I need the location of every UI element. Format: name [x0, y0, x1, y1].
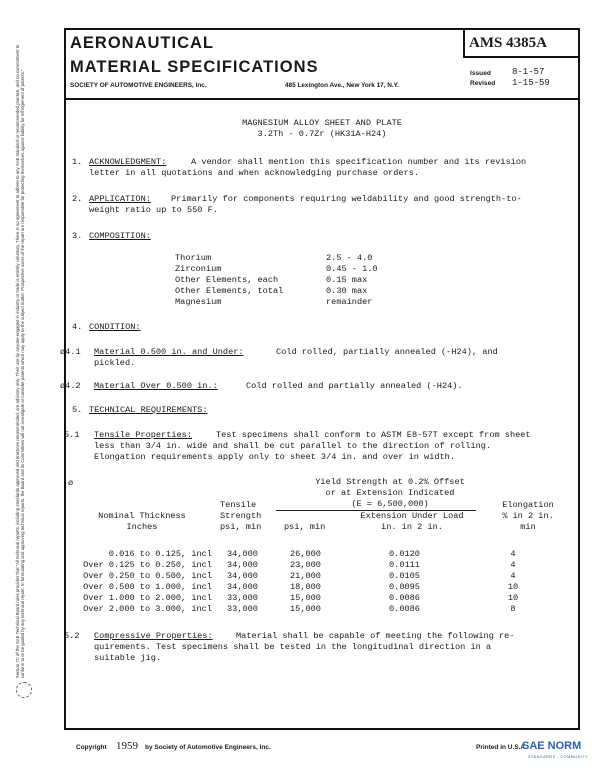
subsection-text: less than 3/4 in. wide and shall be cut parallel to the direction of rolling.: [94, 441, 492, 451]
punch-hole-mark: [16, 682, 32, 698]
table-cell-tensile: 34,000: [227, 571, 258, 581]
table-cell-elongation: 4: [510, 571, 516, 581]
table-header-tensile: Tensile: [220, 500, 257, 510]
table-header-yield-modulus: (E = 6,500,000): [351, 499, 429, 509]
table-header-yield: or at Extension Indicated: [325, 488, 455, 498]
table-header-extension: in. in 2 in.: [381, 522, 443, 532]
composition-element: Thorium: [175, 253, 212, 263]
section-number: 5.: [72, 405, 83, 415]
table-header-elongation: % in 2 in.: [502, 511, 554, 521]
table-cell-thickness: Over 0.500 to 1.000, incl: [83, 582, 212, 592]
table-cell-extension: 0.0086: [389, 604, 420, 614]
composition-value: 0.15 max: [326, 275, 368, 285]
table-header-tensile: psi, min: [220, 522, 262, 532]
subsection-heading: Compressive Properties:: [94, 631, 213, 641]
table-cell-extension: 0.0111: [389, 560, 420, 570]
issued-date: 8-1-57: [512, 67, 545, 77]
section-number: 3.: [72, 231, 83, 241]
section-text: weight ratio up to 550 F.: [89, 205, 218, 215]
section-number: 1.: [72, 157, 83, 167]
revised-label: Revised: [470, 80, 496, 87]
section-heading-application: APPLICATION:: [89, 194, 151, 204]
subsection-number: ø4.1: [60, 347, 81, 357]
revision-mark: ø: [68, 478, 74, 488]
table-header-elongation: Elongation: [502, 500, 554, 510]
section-heading-acknowledgment: ACKNOWLEDGMENT:: [89, 157, 167, 167]
subsection-heading: Material Over 0.500 in.:: [94, 381, 218, 391]
society-name: SOCIETY OF AUTOMOTIVE ENGINEERS, Inc.: [70, 82, 207, 89]
composition-value: 0.30 max: [326, 286, 368, 296]
table-cell-thickness: Over 1.000 to 2.000, incl: [83, 593, 212, 603]
section-text: A vendor shall mention this specification number and its revision: [191, 157, 527, 167]
subsection-text: Cold rolled, partially annealed (-H24), and: [276, 347, 498, 357]
table-cell-yield: 21,000: [290, 571, 321, 581]
section-text: Primarily for components requiring weldability and good strength-to-: [171, 194, 522, 204]
section-number: 4.: [72, 322, 83, 332]
table-cell-tensile: 33,000: [227, 604, 258, 614]
footer-year: 1959: [116, 740, 138, 752]
footer-society: by Society of Automotive Engineers, Inc.: [145, 744, 271, 751]
sidebar-disclaimer: Section 7C of the SAE Technical Board rules provides that "All technical reports, including standards approved and practices recommended, are advisory only. Their use by anyone engaged in industry or trade is entirely voluntary. There is no agreement to adhere to any SAE standard or recommended practice, and no commitment to conform to or be guided by any technical report. In formulating and approving technical reports, the Board and its Committees will not investigate or consider patents which may apply to the subject matter. Prospective users of the report are responsible for protecting themselves against liability for infringement of patents.": [14, 44, 25, 679]
sae-norm-logo-tagline: STANDARDS . COMMUNITY: [528, 755, 589, 759]
subsection-heading: Tensile Properties:: [94, 430, 192, 440]
table-cell-elongation: 4: [510, 549, 516, 559]
table-cell-elongation: 8: [510, 604, 516, 614]
table-cell-extension: 0.0095: [389, 582, 420, 592]
table-cell-thickness: Over 0.125 to 0.250, incl: [83, 560, 212, 570]
table-cell-yield: 15,000: [290, 593, 321, 603]
table-cell-extension: 0.0086: [389, 593, 420, 603]
table-cell-elongation: 10: [507, 582, 519, 592]
section-text: letter in all quotations and when acknowledging purchase orders.: [89, 168, 420, 178]
subsection-number: ø4.2: [60, 381, 81, 391]
subsection-text: pickled.: [94, 358, 136, 368]
table-header-yield: Yield Strength at 0.2% Offset: [315, 477, 465, 487]
table-cell-thickness: Over 0.250 to 0.500, incl: [83, 571, 212, 581]
subsection-text: Elongation requirements apply only to sheet 3/4 in. and over in width.: [94, 452, 455, 462]
title-line-1: AERONAUTICAL: [70, 34, 214, 52]
table-header-thickness: Inches: [126, 522, 158, 532]
section-heading-technical: TECHNICAL REQUIREMENTS:: [89, 405, 208, 415]
table-cell-thickness: 0.016 to 0.125, incl: [108, 549, 212, 559]
ams-number: AMS 4385A: [469, 35, 547, 51]
section-number: 2.: [72, 194, 83, 204]
section-heading-condition: CONDITION:: [89, 322, 141, 332]
subsection-heading: Material 0.500 in. and Under:: [94, 347, 244, 357]
composition-value: remainder: [326, 297, 373, 307]
issued-label: Issued: [470, 70, 491, 77]
society-address: 485 Lexington Ave., New York 17, N.Y.: [285, 82, 400, 89]
subsection-number: 5.1: [64, 430, 80, 440]
sae-norm-logo: SAE NORM: [522, 740, 582, 752]
composition-value: 0.45 - 1.0: [326, 264, 378, 274]
footer-copyright: Copyright: [76, 744, 107, 751]
table-cell-yield: 18,000: [290, 582, 321, 592]
subsection-text: quirements. Test specimens shall be tested in the longitudinal direction in a: [94, 642, 492, 652]
table-cell-elongation: 4: [510, 560, 516, 570]
subsection-number: 5.2: [64, 631, 80, 641]
table-cell-yield: 15,000: [290, 604, 321, 614]
table-cell-extension: 0.0105: [389, 571, 420, 581]
subsection-text: suitable jig.: [94, 653, 162, 663]
table-header-extension: Extension Under Load: [360, 511, 464, 521]
table-cell-thickness: Over 2.000 to 3.000, incl: [83, 604, 212, 614]
composition-element: Other Elements, each: [175, 275, 279, 285]
subsection-text: Cold rolled and partially annealed (-H24).: [246, 381, 463, 391]
title-line-2: MATERIAL SPECIFICATIONS: [70, 58, 319, 76]
revised-date: 1-15-59: [512, 78, 550, 88]
table-header-yield-psi: psi, min: [284, 522, 326, 532]
document-alloy-designation: 3.2Th - 0.7Zr (HK31A-H24): [257, 129, 387, 139]
table-header-tensile: Strength: [220, 511, 262, 521]
table-cell-yield: 26,000: [290, 549, 321, 559]
subsection-text: Test specimens shall conform to ASTM E8-57T except from sheet: [216, 430, 531, 440]
footer-printed: Printed in U.S.A.: [476, 744, 527, 751]
document-subtitle: MAGNESIUM ALLOY SHEET AND PLATE: [242, 118, 402, 128]
table-cell-tensile: 34,000: [227, 582, 258, 592]
table-header-elongation: min: [520, 522, 536, 532]
table-cell-extension: 0.0120: [389, 549, 420, 559]
composition-element: Zirconium: [175, 264, 222, 274]
table-cell-tensile: 34,000: [227, 560, 258, 570]
table-cell-tensile: 34,000: [227, 549, 258, 559]
table-header-thickness: Nominal Thickness: [98, 511, 186, 521]
table-cell-tensile: 33,000: [227, 593, 258, 603]
table-cell-elongation: 10: [507, 593, 519, 603]
subsection-text: Material shall be capable of meeting the following re-: [236, 631, 515, 641]
composition-element: Other Elements, total: [175, 286, 284, 296]
section-heading-composition: COMPOSITION:: [89, 231, 151, 241]
composition-value: 2.5 - 4.0: [326, 253, 373, 263]
table-cell-yield: 23,000: [290, 560, 321, 570]
composition-element: Magnesium: [175, 297, 222, 307]
